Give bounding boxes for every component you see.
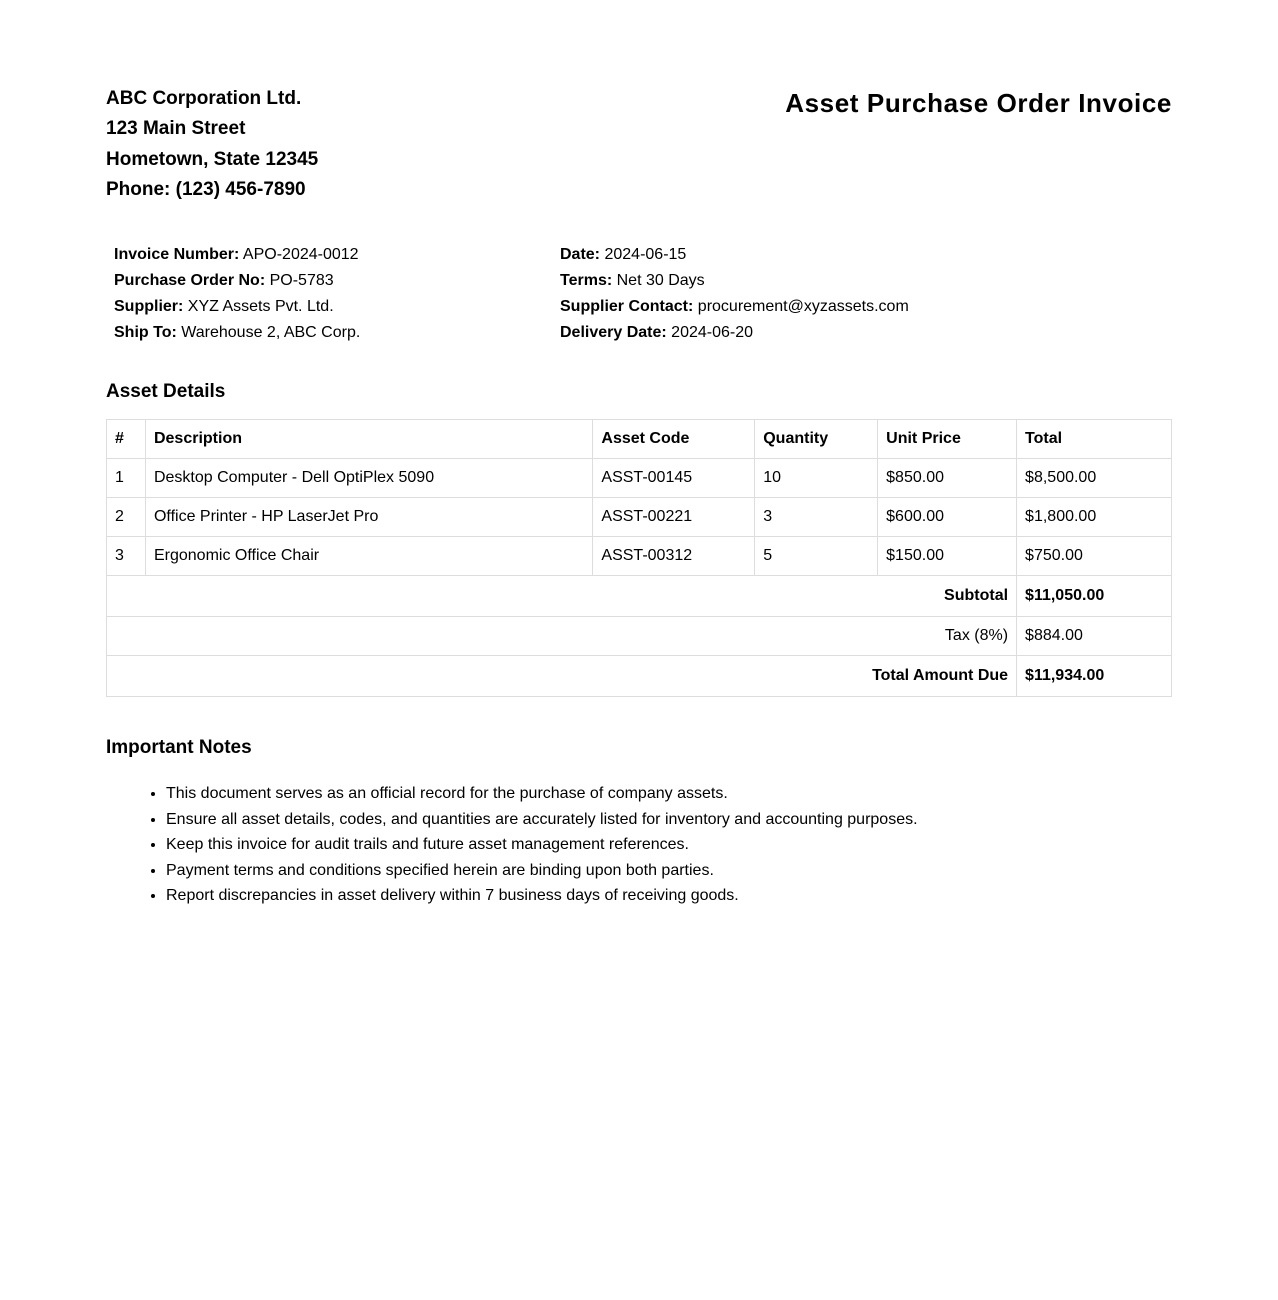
meta-value: 2024-06-15	[604, 246, 687, 263]
meta-label: Purchase Order No:	[114, 272, 266, 289]
meta-label: Ship To:	[114, 324, 177, 341]
company-city: Hometown, State 12345	[106, 148, 319, 170]
cell-description: Ergonomic Office Chair	[145, 537, 592, 576]
invoice-header	[106, 84, 1172, 206]
meta-ship-to	[114, 320, 360, 346]
total-due-value: $11,934.00	[1017, 656, 1172, 697]
meta-value: PO-5783	[269, 272, 334, 289]
total-due-row	[107, 656, 1172, 697]
meta-value: XYZ Assets Pvt. Ltd.	[187, 298, 334, 315]
list-item: • This document serves as an official record for the purchase of company assets.	[166, 781, 918, 807]
cell-quantity: 5	[755, 537, 878, 576]
cell-total: $750.00	[1017, 537, 1172, 576]
table-row	[107, 459, 1172, 498]
company-street: 123 Main Street	[106, 118, 246, 140]
invoice-page	[106, 84, 1172, 904]
column-header-description: Description	[145, 420, 592, 459]
cell-asset-code: ASST-00221	[593, 498, 755, 537]
cell-description: Office Printer - HP LaserJet Pro	[145, 498, 592, 537]
meta-value: procurement@xyzassets.com	[697, 298, 909, 315]
table-row	[107, 537, 1172, 576]
table-row	[107, 498, 1172, 537]
meta-value: APO-2024-0012	[242, 246, 359, 263]
meta-label: Supplier Contact:	[560, 298, 694, 315]
cell-unit-price: $600.00	[878, 498, 1017, 537]
cell-asset-code: ASST-00312	[593, 537, 755, 576]
total-due-label: Total Amount Due	[107, 656, 1017, 697]
meta-invoice-number	[114, 242, 360, 268]
cell-number: 2	[107, 498, 146, 537]
subtotal-value: $11,050.00	[1017, 576, 1172, 617]
list-item: • Ensure all asset details, codes, and quantities are accurately listed for inventory and accounting purposes.	[166, 807, 918, 833]
meta-column-right	[560, 242, 909, 346]
meta-po-number	[114, 268, 360, 294]
subtotal-label: Subtotal	[107, 576, 1017, 617]
list-item: • Report discrepancies in asset delivery within 7 business days of receiving goods.	[166, 883, 918, 909]
company-name: ABC Corporation Ltd.	[106, 88, 302, 109]
page-title: Asset Purchase Order Invoice	[785, 88, 1172, 118]
meta-date	[560, 242, 909, 268]
meta-supplier	[114, 294, 360, 320]
list-item: • Payment terms and conditions specified herein are binding upon both parties.	[166, 858, 918, 884]
meta-value: Warehouse 2, ABC Corp.	[181, 324, 361, 341]
important-notes-heading: Important Notes	[106, 737, 252, 758]
notes-list	[106, 781, 918, 909]
company-block	[106, 84, 318, 205]
meta-label: Delivery Date:	[560, 324, 667, 341]
tax-row	[107, 617, 1172, 656]
meta-value: Net 30 Days	[616, 272, 705, 289]
subtotal-row	[107, 576, 1172, 617]
company-phone: Phone: (123) 456-7890	[106, 178, 306, 200]
cell-quantity: 3	[755, 498, 878, 537]
meta-column-left	[114, 242, 360, 346]
cell-unit-price: $150.00	[878, 537, 1017, 576]
meta-label: Invoice Number:	[114, 246, 240, 263]
cell-number: 3	[107, 537, 146, 576]
meta-terms	[560, 268, 909, 294]
column-header-asset-code: Asset Code	[593, 420, 755, 459]
column-header-number: #	[107, 420, 146, 459]
cell-quantity: 10	[755, 459, 878, 498]
meta-value: 2024-06-20	[671, 324, 754, 341]
cell-description: Desktop Computer - Dell OptiPlex 5090	[145, 459, 592, 498]
column-header-unit-price: Unit Price	[878, 420, 1017, 459]
cell-total: $1,800.00	[1017, 498, 1172, 537]
meta-delivery-date	[560, 320, 909, 346]
column-header-quantity: Quantity	[755, 420, 878, 459]
cell-number: 1	[107, 459, 146, 498]
cell-unit-price: $850.00	[878, 459, 1017, 498]
column-header-total: Total	[1017, 420, 1172, 459]
tax-value: $884.00	[1017, 617, 1172, 656]
meta-label: Date:	[560, 246, 601, 263]
table-header-row	[107, 420, 1172, 459]
meta-label: Supplier:	[114, 298, 184, 315]
cell-asset-code: ASST-00145	[593, 459, 755, 498]
meta-supplier-contact	[560, 294, 909, 320]
meta-label: Terms:	[560, 272, 613, 289]
asset-details-heading: Asset Details	[106, 381, 226, 402]
tax-label: Tax (8%)	[107, 617, 1017, 656]
list-item: • Keep this invoice for audit trails and future asset management references.	[166, 832, 918, 858]
asset-table	[106, 419, 1172, 697]
cell-total: $8,500.00	[1017, 459, 1172, 498]
